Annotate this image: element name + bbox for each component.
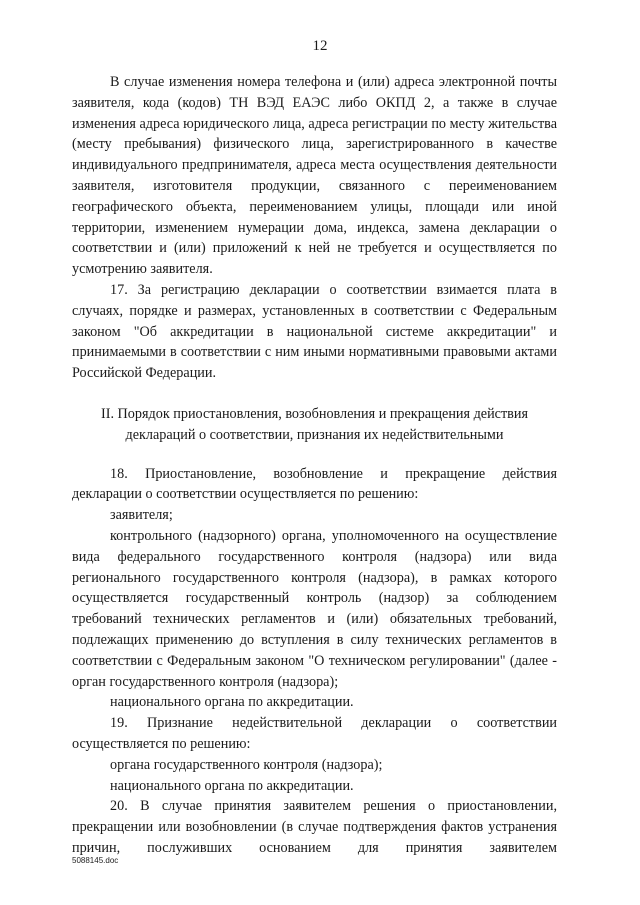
paragraph-19-item-control-body: органа государственного контроля (надзора); bbox=[110, 756, 383, 773]
paragraph-19-item-accreditation-body: национального органа по аккредитации. bbox=[110, 777, 354, 794]
section-heading-line-2: деклараций о соответствии, признания их недействительными bbox=[125, 426, 504, 443]
section-heading bbox=[72, 404, 557, 446]
paragraph-18: 18. Приостановление, возобновление и прекращение действия декларации о соответствии осуществляется по решению: bbox=[72, 465, 557, 503]
document-body bbox=[72, 72, 557, 859]
section-heading-line-1: II. Порядок приостановления, возобновления и прекращения действия bbox=[101, 405, 528, 422]
paragraph-intro: В случае изменения номера телефона и (или) адреса электронной почты заявителя, кода (кодов) ТН ВЭД ЕАЭС либо ОКПД 2, а также в случае изменения адреса юридического лица, адреса регистрации по месту жительства (месту пребывания) физического лица, зарегистрированного в качестве индивидуального предпринимателя, адреса места осуществления деятельности заявителя, изготовителя продукции, связанного с переименованием географического объекта, переименованием улицы, площади или иной территории, изменением нумерации дома, индекса, замена декларации о соответствии и (или) приложений к ней не требуется и осуществляется по усмотрению заявителя. bbox=[72, 74, 557, 278]
document-filename: 5088145.doc bbox=[72, 856, 119, 865]
page-number: 12 bbox=[312, 38, 328, 54]
paragraph-20: 20. В случае принятия заявителем решения о приостановлении, прекращении или возобновлении (в случае подтверждения фактов устранения причин, послуживших основанием для принятия заявителем bbox=[72, 798, 557, 856]
paragraph-18-item-applicant: заявителя; bbox=[110, 507, 173, 524]
paragraph-18-item-accreditation-body: национального органа по аккредитации. bbox=[110, 694, 354, 711]
paragraph-19: 19. Признание недействительной декларации о соответствии осуществляется по решению: bbox=[72, 715, 557, 752]
paragraph-17: 17. За регистрацию декларации о соответствии взимается плата в случаях, порядке и размерах, установленных в соответствии с Федеральным законом "Об аккредитации в национальной системе аккредитации" и принимаемыми в соответствии с ним иными нормативными правовыми актами Российской Федерации. bbox=[72, 281, 557, 382]
paragraph-18-item-control-body: контрольного (надзорного) органа, уполномоченного на осуществление вида федерального государственного контроля (надзора) или вида регионального государственного контроля (надзора), в рамках которого осуществляется государственный контроль (надзор) за соблюдением требований технических регламентов и (или) обязательных требований, подлежащих применению до вступления в силу технических регламентов в соответствии с Федеральным законом "О техническом регулировании" (далее - орган государственного контроля (надзора); bbox=[72, 527, 557, 690]
